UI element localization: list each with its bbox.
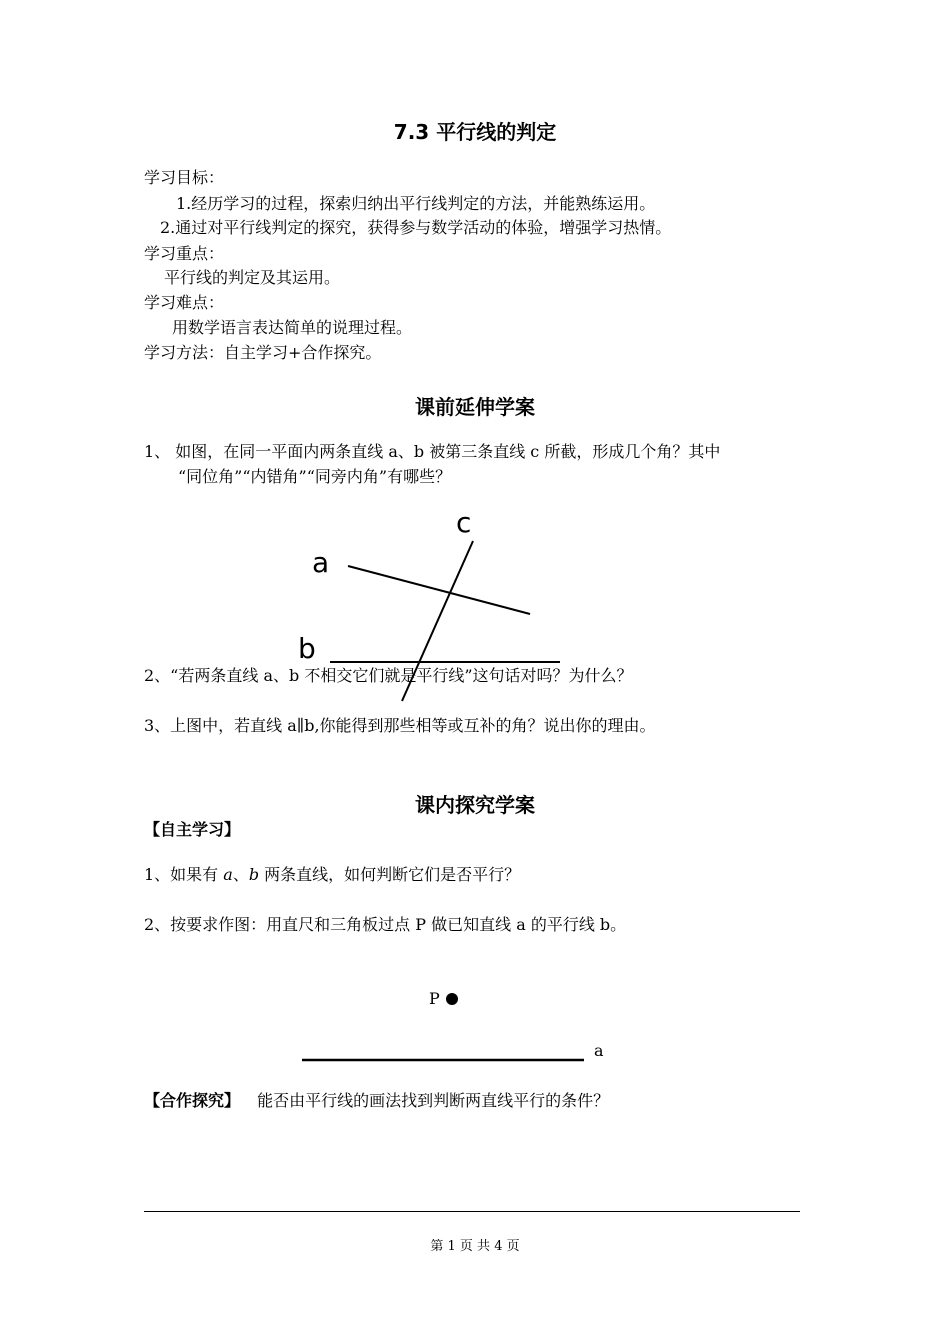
objectives-label: 学习目标： <box>144 168 225 187</box>
pre-q3: 3、上图中，若直线 a∥b,你能得到那些相等或互补的角？说出你的理由。 <box>144 716 656 735</box>
in-q1-pre: 1、如果有 <box>144 865 224 884</box>
in-q1 <box>144 865 520 885</box>
coop-text: 能否由平行线的画法找到判断两直线平行的条件？ <box>257 1091 610 1110</box>
objective-item-1: 1.经历学习的过程，探索归纳出平行线判定的方法，并能熟练运用。 <box>176 194 656 213</box>
in-q2: 2、按要求作图：用直尺和三角板过点 P 做已知直线 a 的平行线 b。 <box>144 915 627 934</box>
in-q1-post: 两条直线，如何判断它们是否平行？ <box>259 865 521 884</box>
point-p-dot <box>446 993 458 1005</box>
line-a-label: a <box>594 1041 604 1060</box>
in-q1-a: a <box>223 865 233 884</box>
self-study-label: 【自主学习】 <box>144 820 241 839</box>
section-in-class-heading: 课内探究学案 <box>415 793 535 817</box>
method-text: 学习方法：自主学习+合作探究。 <box>144 343 382 362</box>
footer-rule <box>144 1211 800 1212</box>
key-point-text: 平行线的判定及其运用。 <box>164 268 341 287</box>
in-q1-b: b <box>248 865 260 884</box>
pre-q1-line1: 1、 如图，在同一平面内两条直线 a、b 被第三条直线 c 所截，形成几个角？其中 <box>144 442 721 461</box>
page-footer: 第 1 页 共 4 页 <box>430 1239 520 1254</box>
line-a <box>348 566 530 614</box>
pre-q1-line2: “同位角”“内错角”“同旁内角”有哪些？ <box>178 467 452 486</box>
objective-item-2: 2.通过对平行线判定的探究，获得参与数学活动的体验，增强学习热情。 <box>160 218 672 237</box>
coop-row <box>144 1088 609 1111</box>
pre-q2: 2、“若两条直线 a、b 不相交它们就是平行线”这句话对吗？为什么？ <box>144 666 633 685</box>
difficulty-label: 学习难点： <box>144 293 225 312</box>
label-a: a <box>312 546 330 579</box>
section-pre-class-heading: 课前延伸学案 <box>415 395 535 419</box>
coop-label: 【合作探究】 <box>144 1091 241 1110</box>
key-point-label: 学习重点： <box>144 244 225 263</box>
label-b: b <box>298 632 316 665</box>
point-p-label: P <box>429 989 440 1008</box>
label-c: c <box>456 506 472 539</box>
difficulty-text: 用数学语言表达简单的说理过程。 <box>172 318 413 337</box>
in-q1-sep: 、 <box>232 865 249 884</box>
page-title: 7.3 平行线的判定 <box>393 120 557 144</box>
